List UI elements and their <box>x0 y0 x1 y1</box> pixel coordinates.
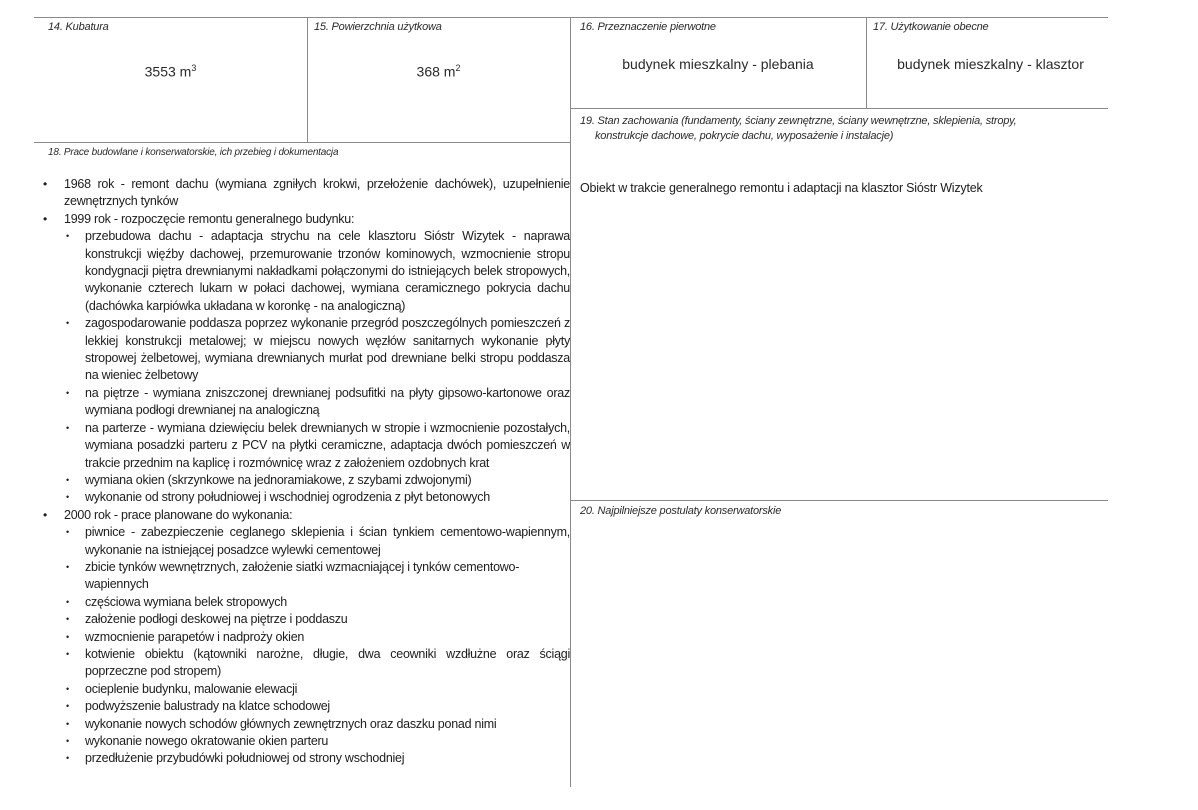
volume-number: 3553 m <box>144 63 192 80</box>
field-19-label <box>580 114 1017 144</box>
field-14-value <box>34 63 307 80</box>
sub-item: • wykonanie nowych schodów głównych zewnętrznych oraz daszku ponad nimi <box>64 716 570 733</box>
field-19-value: Obiekt w trakcie generalnego remontu i adaptacji na klasztor Sióstr Wizytek <box>580 181 983 195</box>
sublist-2000 <box>64 524 570 768</box>
area-number: 368 m <box>416 63 456 80</box>
sub-item: • częściowa wymiana belek stropowych <box>64 594 570 611</box>
field-20-label: 20. Najpilniejsze postulaty konserwatorskie <box>580 505 782 517</box>
sublist-1999 <box>64 228 570 507</box>
field-17-value: budynek mieszkalny - klasztor <box>897 56 1084 72</box>
field-18-label: 18. Prace budowlane i konserwatorskie, ich przebieg i dokumentacja <box>48 147 339 158</box>
sub-item: • wzmocnienie parapetów i nadproży okien <box>64 629 570 646</box>
sub-item: • podwyższenie balustrady na klatce schodowej <box>64 698 570 715</box>
sub-item: • wykonanie od strony południowej i wschodniej ogrodzenia z płyt betonowych <box>64 489 570 506</box>
sub-item: • zagospodarowanie poddasza poprzez wykonanie przegród poszczególnych pomieszczeń z lekkiej konstrukcji metalowej; w miejscu nowych węzłów sanitarnych wykonanie płyty stropowej żelbetowej, wymiana drewnianych murłat pod drewniane belki stropu poddasza na wieniec żelbetowy <box>64 315 570 385</box>
sub-item: • przedłużenie przybudówki południowej od strony wschodniej <box>64 750 570 767</box>
area-unit-exponent: 2 <box>455 63 461 73</box>
main-column-divider <box>570 17 571 787</box>
sub-item: • na parterze - wymiana dziewięciu belek drewnianych w stropie i wzmocnienie pozostałych, wymiana posadzki parteru z PCV na płytki ceramiczne, adaptacja dwóch pomieszczeń w trakcie przednim na kaplicę i rozmównicę wraz z założeniem ozdobnych krat <box>64 420 570 472</box>
sub-item: • założenie podłogi deskowej na piętrze i poddaszu <box>64 611 570 628</box>
sub-item: • zbicie tynków wewnętrznych, założenie siatki wzmacniającej i tynków cementowo-wapiennych <box>64 559 570 594</box>
list-item-text: 1968 rok - remont dachu (wymiana zgniłych krokwi, przełożenie dachówek), uzupełnienie zewnętrznych tynków <box>64 177 570 209</box>
field-15-label: 15. Powierzchnia użytkowa <box>314 21 442 33</box>
section-18-top-line <box>34 142 570 143</box>
field-17-label: 17. Użytkowanie obecne <box>873 21 989 33</box>
field-16-value: budynek mieszkalny - plebania <box>622 56 814 72</box>
field-15-value <box>307 63 570 80</box>
sub-item: • wymiana okien (skrzynkowe na jednoramiakowe, z szybami zdwojonymi) <box>64 472 570 489</box>
sub-item: • wykonanie nowego okratowanie okien parteru <box>64 733 570 750</box>
field-14-label: 14. Kubatura <box>48 21 109 33</box>
list-item-text: 2000 rok - prace planowane do wykonania: <box>64 507 293 522</box>
sub-item: • piwnice - zabezpieczenie ceglanego sklepienia i ścian tynkiem cementowo-wapiennym, wykonanie na istniejącej posadzce wylewki cementowej <box>64 524 570 559</box>
top-border-line <box>34 17 1108 18</box>
field-16-label: 16. Przeznaczenie pierwotne <box>580 21 716 33</box>
sub-item: • kotwienie obiektu (kątowniki narożne, długie, dwa ceowniki wzdłużne oraz ściągi poprzeczne pod stropem) <box>64 646 570 681</box>
work-list-top-level <box>43 176 570 768</box>
sub-item: • przebudowa dachu - adaptacja strychu na cele klasztoru Sióstr Wizytek - naprawa konstrukcji więźby dachowej, przemurowanie trzonów kominowych, wzmocnienie stropu kondygnacji piętra drewnianymi nakładkami połączonymi do istniejących belek stropowych, wykonanie czterech lukarn w połaci dachowej, wymiana ceramicznego pokrycia dachu (dachówka karpiówka układana w koronkę - na analogiczną) <box>64 228 570 315</box>
list-item-1968 <box>43 176 570 211</box>
section-20-top-line <box>570 500 1108 501</box>
sub-item: • na piętrze - wymiana zniszczonej drewnianej podsufitki na płyty gipsowo-kartonowe oraz wymiana podłogi drewnianej na analogiczną <box>64 385 570 420</box>
list-item-text: 1999 rok - rozpoczęcie remontu generalnego budynku: <box>64 211 355 226</box>
list-item-1999 <box>43 211 570 507</box>
field-18-work-list <box>43 176 570 768</box>
sub-item: • ocieplenie budynku, malowanie elewacji <box>64 681 570 698</box>
section-19-top-line <box>570 108 1108 109</box>
field-19-label-line-1: 19. Stan zachowania (fundamenty, ściany zewnętrzne, ściany wewnętrzne, sklepienia, stropy, <box>580 115 1017 127</box>
field-19-label-line-2: konstrukcje dachowe, pokrycie dachu, wyposażenie i instalacje) <box>595 130 894 142</box>
volume-unit-exponent: 3 <box>191 63 197 73</box>
list-item-2000 <box>43 507 570 768</box>
